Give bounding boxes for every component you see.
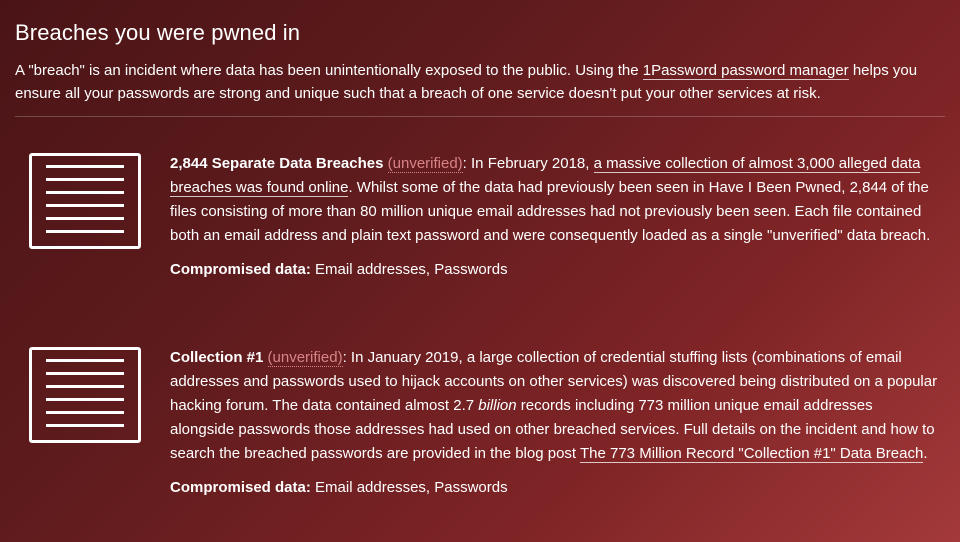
breach-title: 2,844 Separate Data Breaches <box>170 155 384 172</box>
intro-text-2: helps you ensure all your passwords are strong and unique such that a breach of one service doesn't put your other services at risk. <box>15 62 918 102</box>
document-lines-icon <box>29 347 141 443</box>
unverified-flag[interactable]: (unverified) <box>387 155 463 172</box>
compromised-data-value: Email addresses, Passwords <box>310 261 508 278</box>
unverified-flag[interactable]: (unverified) <box>267 349 343 366</box>
section-divider <box>15 116 945 117</box>
compromised-data-value: Email addresses, Passwords <box>310 479 508 496</box>
breach-description: 2,844 Separate Data Breaches (unverified): In February 2018, a massive collection of almost 3,000 alleged data breaches was found online. Whilst some of the data had previously been seen in Have I Been Pwned, 2,844 of the files consisting of more than 80 million unique email addresses had not previously been seen. Each file contained both an email address and plain text password and were consequently loaded as a single "unverified" data breach. Compromised data: Email addresses, Passwords <box>170 152 940 282</box>
compromised-data <box>170 258 940 282</box>
breach-source-link[interactable]: a massive collection of almost 3,000 alleged data breaches was found online <box>170 155 921 196</box>
intro-paragraph <box>15 59 950 105</box>
page-title: Breaches you were pwned in <box>15 20 301 45</box>
document-lines-icon <box>29 153 141 249</box>
breach-title: Collection #1 <box>170 349 264 366</box>
compromised-data <box>170 476 940 500</box>
blog-post-link[interactable]: The 773 Million Record "Collection #1" Data Breach <box>579 445 924 462</box>
password-manager-link[interactable]: 1Password password manager <box>642 62 849 79</box>
compromised-data-label: Compromised data: <box>170 261 311 278</box>
breach-description: Collection #1 (unverified): In January 2019, a large collection of credential stuffing lists (combinations of email addresses and passwords used to hijack accounts on other services) was discovered being distributed on a popular hacking forum. The data contained almost 2.7 billion records including 773 million unique email addresses alongside passwords those addresses had used on other breached services. Full details on the incident and how to search the breached passwords are provided in the blog post The 773 Million Record "Collection #1" Data Breach. Compromised data: Email addresses, Passwords <box>170 346 940 500</box>
intro-text-1: A "breach" is an incident where data has been unintentionally exposed to the public. Using the <box>15 62 643 79</box>
emphasis-billion: billion <box>478 397 517 414</box>
compromised-data-label: Compromised data: <box>170 479 311 496</box>
